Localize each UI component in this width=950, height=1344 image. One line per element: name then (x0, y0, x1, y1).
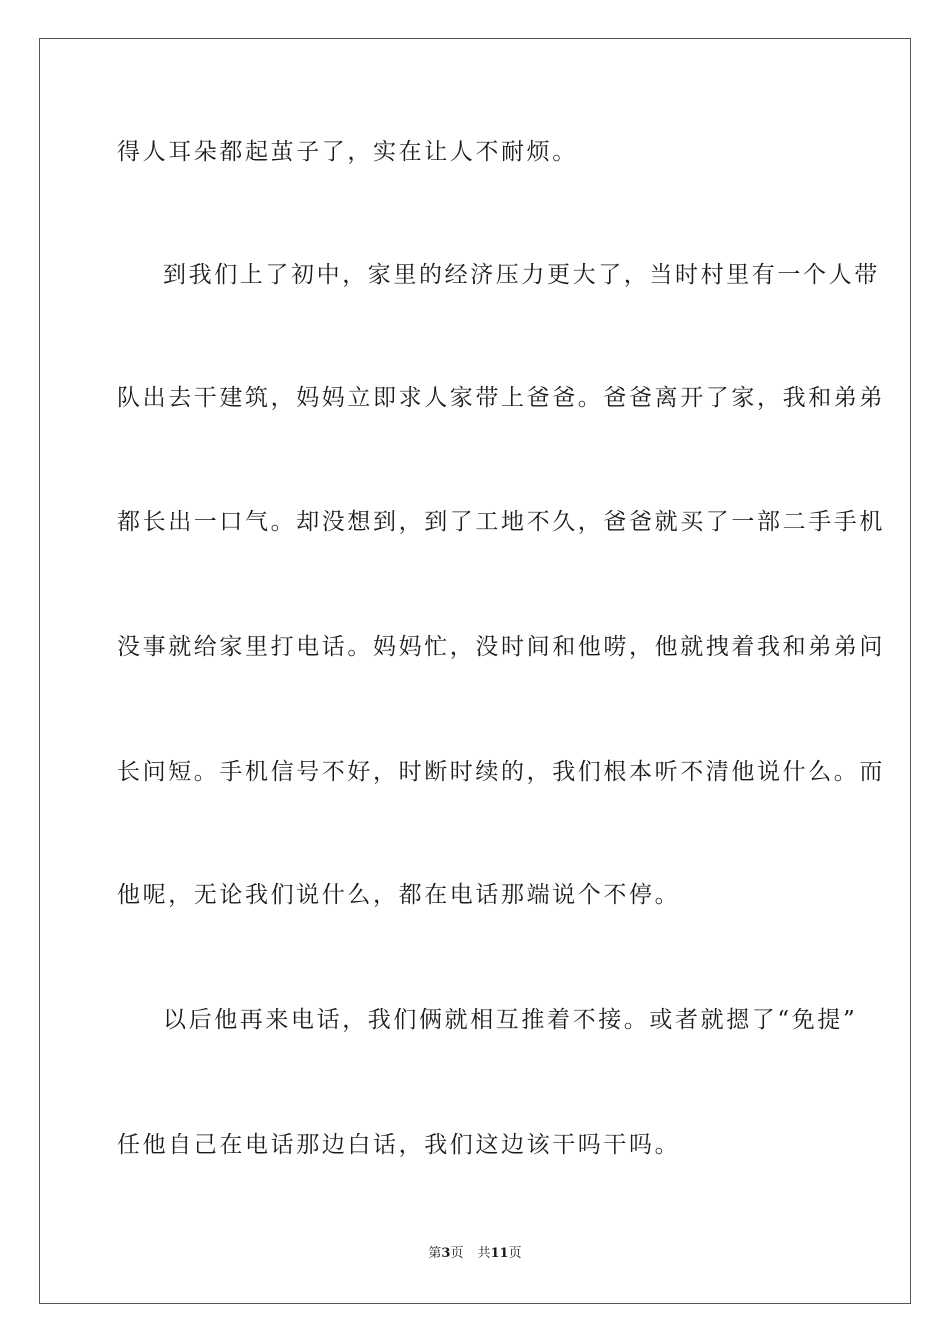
body-line-5: 没事就给家里打电话。妈妈忙，没时间和他唠，他就拽着我和弟弟问 (117, 634, 885, 660)
body-line-1: 得人耳朵都起茧子了，实在让人不耐烦。 (117, 139, 578, 165)
body-line-7: 他呢，无论我们说什么，都在电话那端说个不停。 (117, 882, 681, 908)
body-line-4: 都长出一口气。却没想到，到了工地不久，爸爸就买了一部二手手机 (117, 509, 885, 535)
footer-total-prefix: 共 (477, 1246, 491, 1261)
page-border (39, 38, 911, 1304)
body-line-3: 队出去干建筑，妈妈立即求人家带上爸爸。爸爸离开了家，我和弟弟 (117, 385, 885, 411)
footer-page-current: 3 (441, 1246, 451, 1261)
body-line-2: 到我们上了初中，家里的经济压力更大了，当时村里有一个人带 (163, 262, 880, 288)
body-line-9: 任他自己在电话那边白话，我们这边该干吗干吗。 (117, 1132, 681, 1158)
body-line-6: 长问短。手机信号不好，时断时续的，我们根本听不清他说什么。而 (117, 759, 885, 785)
page-footer (0, 1245, 950, 1263)
footer-total-unit: 页 (508, 1246, 522, 1261)
footer-page-prefix: 第 (428, 1246, 442, 1261)
footer-page-total: 11 (490, 1246, 509, 1261)
body-line-8: 以后他再来电话，我们俩就相互推着不接。或者就摁了“免提” (163, 1007, 858, 1033)
footer-page-unit: 页 (450, 1246, 464, 1261)
